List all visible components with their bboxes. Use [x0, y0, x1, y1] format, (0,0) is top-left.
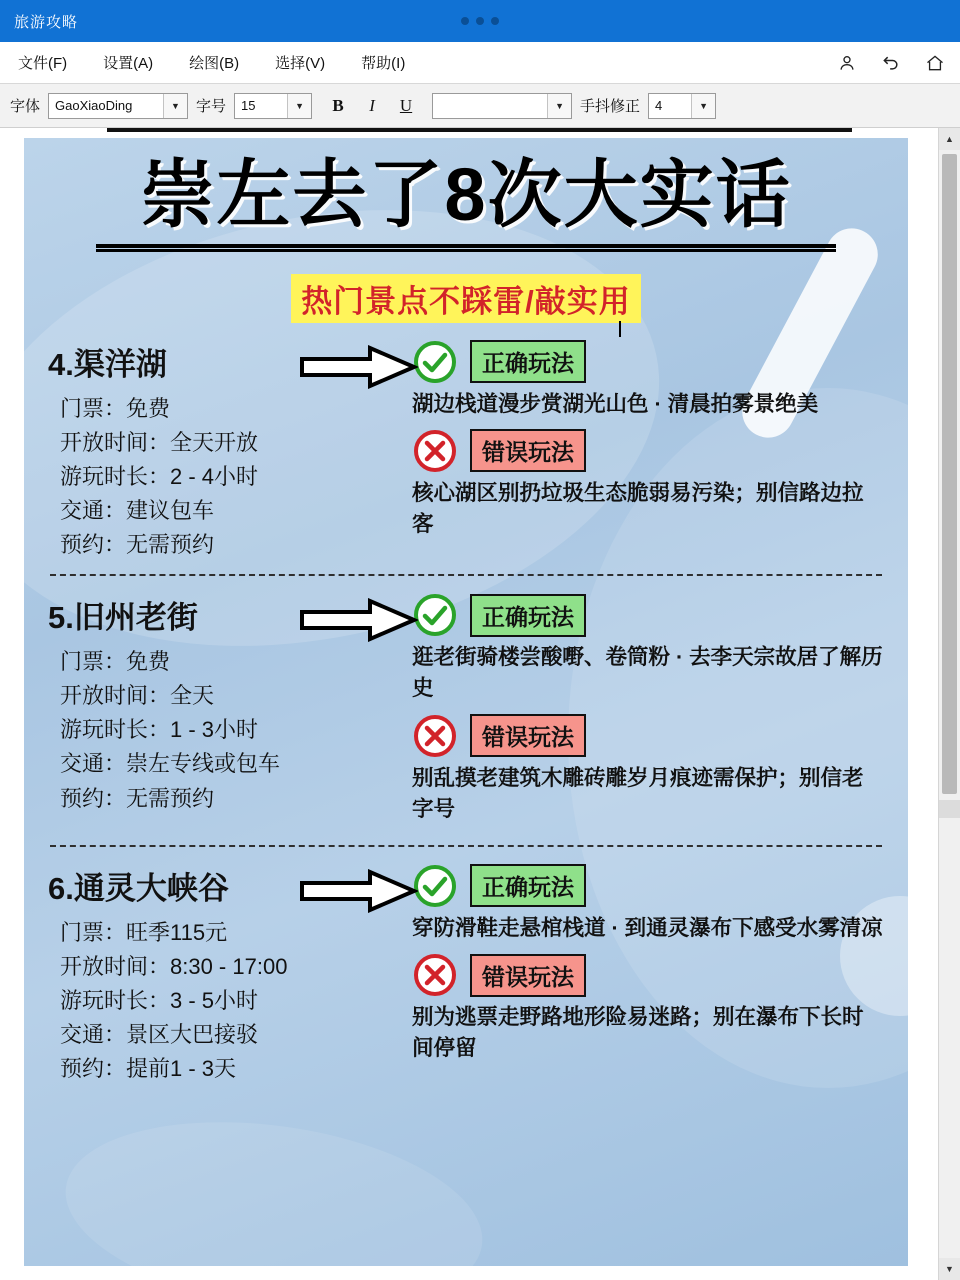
bad-badge-row: [412, 428, 884, 474]
format-toolbar: [0, 84, 960, 128]
meta-line: 交通：建议包车: [60, 497, 215, 523]
top-rule: [107, 128, 852, 132]
menu-right-icons: [836, 52, 946, 74]
chevron-down-icon[interactable]: ▼: [547, 94, 571, 118]
headline-divider: [96, 244, 836, 252]
scroll-down-button[interactable]: ▼: [939, 1258, 960, 1280]
section-left: [48, 863, 408, 1086]
check-circle-icon: [412, 863, 458, 909]
meta-line: 预约：无需预约: [60, 785, 215, 811]
menu-settings[interactable]: 设置(A): [103, 55, 154, 72]
font-family-value: GaoXiaoDing: [55, 98, 133, 113]
poster-section: [24, 592, 908, 833]
section-right: [408, 863, 884, 1086]
meta-line: 游玩时长：3 - 5小时: [60, 988, 259, 1014]
font-size-label: 字号: [196, 98, 227, 115]
font-family-select[interactable]: [48, 93, 188, 119]
shake-correction-value: 4: [655, 98, 663, 113]
meta-line: 交通：景区大巴接驳: [60, 1022, 259, 1048]
window-dots: [461, 17, 499, 25]
bad-description: 核心湖区别扔垃圾生态脆弱易污染；别信路边拉客: [412, 480, 864, 537]
cross-circle-icon: [412, 428, 458, 474]
bad-tag: 错误玩法: [470, 954, 586, 997]
vertical-scrollbar[interactable]: [938, 128, 960, 1280]
scroll-up-button[interactable]: ▲: [939, 128, 960, 150]
section-right: [408, 592, 884, 833]
chevron-down-icon[interactable]: ▼: [691, 94, 715, 118]
menu-file[interactable]: 文件(F): [18, 55, 68, 72]
decor-blob-3: [54, 1098, 495, 1266]
check-circle-icon: [412, 592, 458, 638]
menu-select[interactable]: 选择(V): [275, 55, 326, 72]
poster-headline: 崇左去了8次大实话: [140, 153, 792, 236]
ok-tag: 正确玩法: [470, 594, 586, 637]
ok-badge-row: [412, 592, 884, 638]
check-circle-icon: [412, 339, 458, 385]
arrow-icon: [300, 345, 418, 389]
bad-badge-row: [412, 952, 884, 998]
ok-tag: 正确玩法: [470, 864, 586, 907]
text-format-group: [328, 96, 416, 116]
section-meta: [48, 916, 408, 1086]
italic-button[interactable]: I: [369, 95, 375, 115]
meta-line: 门票：免费: [60, 395, 171, 421]
title-bar: [0, 0, 960, 42]
poster-section: [24, 339, 908, 562]
section-divider: [50, 845, 882, 847]
meta-line: 门票：旺季115元: [60, 919, 228, 945]
undo-icon[interactable]: [880, 52, 902, 74]
section-right: [408, 339, 884, 562]
dot-2: [476, 17, 484, 25]
home-icon[interactable]: [924, 52, 946, 74]
meta-line: 开放时间：8:30 - 17:00: [60, 953, 288, 979]
arrow-icon: [300, 869, 418, 913]
chevron-down-icon[interactable]: ▼: [287, 94, 311, 118]
underline-button[interactable]: U: [399, 95, 413, 115]
font-size-value: 15: [241, 98, 256, 113]
meta-line: 开放时间：全天: [60, 683, 215, 709]
ok-badge-row: [412, 863, 884, 909]
chevron-down-icon[interactable]: ▼: [163, 94, 187, 118]
section-left: [48, 339, 408, 562]
poster-section: [24, 863, 908, 1086]
dot-3: [491, 17, 499, 25]
poster-content: [24, 153, 908, 1086]
section-meta: [48, 645, 408, 815]
bold-button[interactable]: B: [332, 95, 344, 115]
section-title: 4.渠洋湖: [48, 346, 167, 382]
workspace: [0, 128, 960, 1280]
section-title: 6.通灵大峡谷: [48, 870, 229, 906]
bad-tag: 错误玩法: [470, 714, 586, 757]
window-title: 旅游攻略: [14, 13, 79, 31]
section-title: 5.旧州老街: [48, 600, 198, 636]
menu-help[interactable]: 帮助(I): [361, 55, 406, 72]
meta-line: 开放时间：全天开放: [60, 429, 259, 455]
poster-subhead-wrap: [24, 274, 908, 323]
meta-line: 预约：无需预约: [60, 532, 215, 558]
meta-line: 游玩时长：1 - 3小时: [60, 717, 259, 743]
document-canvas[interactable]: [0, 128, 938, 1280]
meta-line: 门票：免费: [60, 649, 171, 675]
menu-draw[interactable]: 绘图(B): [189, 55, 240, 72]
arrow-icon: [300, 598, 418, 642]
menu-bar: [0, 42, 960, 84]
bad-badge-row: [412, 713, 884, 759]
user-icon[interactable]: [836, 52, 858, 74]
dot-1: [461, 17, 469, 25]
section-divider: [50, 574, 882, 576]
shake-correction-label: 手抖修正: [580, 98, 641, 115]
ok-description: 穿防滑鞋走悬棺栈道 · 到通灵瀑布下感受水雾清凉: [412, 915, 883, 940]
ok-badge-row: [412, 339, 884, 385]
bad-description: 别为逃票走野路地形险易迷路；别在瀑布下长时间停留: [412, 1005, 864, 1061]
scrollbar-thumb[interactable]: [942, 154, 957, 794]
meta-line: 预约：提前1 - 3天: [60, 1056, 237, 1082]
shake-correction-select[interactable]: [648, 93, 716, 119]
scrollbar-track-mark[interactable]: [939, 800, 960, 818]
section-meta: [48, 392, 408, 562]
meta-line: 游玩时长：2 - 4小时: [60, 463, 259, 489]
text-style-select[interactable]: [432, 93, 572, 119]
bad-description: 别乱摸老建筑木雕砖雕岁月痕迹需保护；别信老字号: [412, 765, 864, 821]
text-cursor: [619, 321, 621, 337]
meta-line: 交通：崇左专线或包车: [60, 751, 281, 777]
font-label: 字体: [10, 98, 41, 115]
cross-circle-icon: [412, 713, 458, 759]
cross-circle-icon: [412, 952, 458, 998]
section-left: [48, 592, 408, 833]
font-size-select[interactable]: [234, 93, 312, 119]
ok-description: 逛老街骑楼尝酸嘢、卷筒粉 · 去李天宗故居了解历史: [412, 645, 883, 701]
ok-description: 湖边栈道漫步赏湖光山色 · 清晨拍雾景绝美: [412, 391, 819, 416]
poster-page[interactable]: [24, 138, 908, 1266]
ok-tag: 正确玩法: [470, 340, 586, 383]
poster-subhead: 热门景点不踩雷/敲实用: [291, 274, 641, 323]
bad-tag: 错误玩法: [470, 429, 586, 472]
